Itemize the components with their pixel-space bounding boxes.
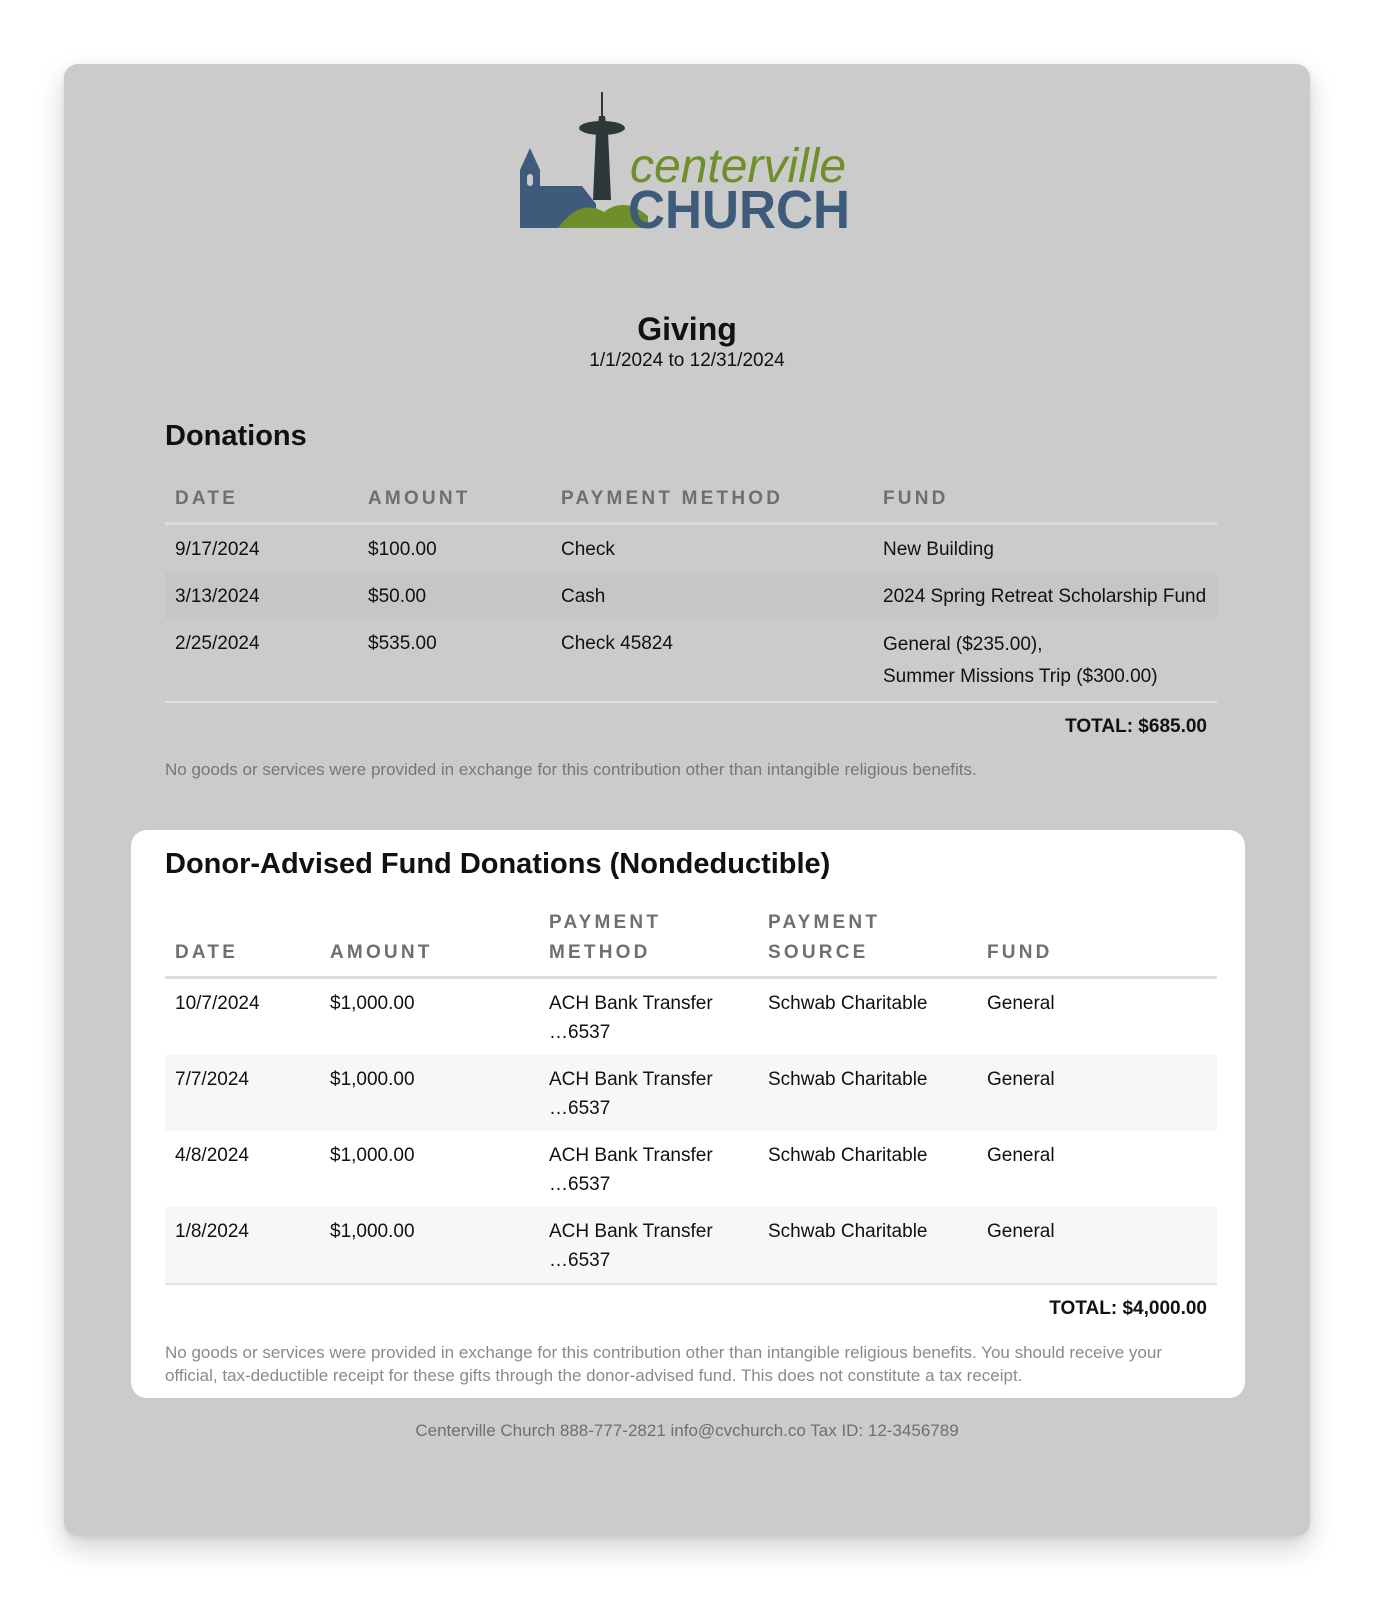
method-account: …6537 <box>549 1174 611 1195</box>
column-header-date: DATE <box>165 484 358 524</box>
column-header-payment-source: PAYMENT SOURCE <box>758 908 977 978</box>
cell-payment-method: Check <box>561 539 615 560</box>
donations-section <box>165 418 1217 781</box>
cell-amount: $535.00 <box>368 633 437 654</box>
method-text: ACH Bank Transfer <box>549 1221 713 1242</box>
method-account: …6537 <box>549 1098 611 1119</box>
daf-title: Donor-Advised Fund Donations (Nondeductible) <box>165 848 831 880</box>
cell-date: 2/25/2024 <box>175 633 260 654</box>
page-title: Giving <box>637 311 737 347</box>
logo-text-church: CHURCH <box>628 180 850 240</box>
method-text: ACH Bank Transfer <box>549 1145 713 1166</box>
cell-payment-method <box>539 1207 758 1284</box>
cell-amount: $1,000.00 <box>320 1055 539 1131</box>
column-header-amount: AMOUNT <box>320 908 539 978</box>
table-header-row <box>165 908 1217 978</box>
donations-title: Donations <box>165 420 307 452</box>
donations-total: TOTAL: $685.00 <box>1065 716 1207 737</box>
table-row <box>165 1055 1217 1131</box>
fund-text: 2024 Spring Retreat Scholarship Fund <box>883 586 1207 607</box>
cell-date: 10/7/2024 <box>175 993 260 1014</box>
cell-fund: General <box>977 1055 1217 1131</box>
column-header-payment-method: PAYMENT METHOD <box>551 484 873 524</box>
table-header-row <box>165 484 1217 524</box>
cell-fund <box>873 524 1217 573</box>
column-header-date: DATE <box>165 908 320 978</box>
cell-date: 4/8/2024 <box>175 1145 249 1166</box>
cell-fund <box>873 572 1217 619</box>
fund-text: General ($235.00), <box>883 634 1043 655</box>
daf-table <box>165 908 1217 1285</box>
fund-text-line2: Summer Missions Trip ($300.00) <box>883 666 1158 687</box>
table-row <box>165 1207 1217 1284</box>
cell-amount: $1,000.00 <box>330 1145 415 1166</box>
cell-payment-method: Check 45824 <box>561 633 673 654</box>
church-tower-logo-icon <box>520 92 860 242</box>
method-text: ACH Bank Transfer <box>549 1069 713 1090</box>
fund-text: New Building <box>883 539 994 560</box>
column-header-fund: FUND <box>873 484 1217 524</box>
column-header-amount: AMOUNT <box>358 484 551 524</box>
cell-amount: $1,000.00 <box>320 1207 539 1284</box>
column-header-payment-method: PAYMENT METHOD <box>539 908 758 978</box>
cell-date: 1/8/2024 <box>165 1207 320 1284</box>
method-account: …6537 <box>549 1022 611 1043</box>
cell-date: 9/17/2024 <box>175 539 260 560</box>
method-account: …6537 <box>549 1250 611 1271</box>
cell-amount: $100.00 <box>368 539 437 560</box>
cell-fund: General <box>987 993 1055 1014</box>
cell-fund: General <box>977 1207 1217 1284</box>
table-row <box>165 978 1217 1056</box>
statement-page <box>64 64 1310 1536</box>
church-logo <box>520 92 860 242</box>
table-row <box>165 572 1217 619</box>
cell-payment-method <box>539 978 758 1056</box>
column-header-fund: FUND <box>977 908 1217 978</box>
cell-amount: $1,000.00 <box>330 993 415 1014</box>
footer-contact: Centerville Church 888-777-2821 info@cvchurch.co Tax ID: 12-3456789 <box>415 1421 959 1440</box>
daf-disclaimer: No goods or services were provided in exchange for this contribution other than intangible religious benefits. You should receive your official, tax-deductible receipt for these gifts through the donor-advised fund. This does not constitute a tax receipt. <box>165 1343 1162 1385</box>
donations-disclaimer: No goods or services were provided in exchange for this contribution other than intangible religious benefits. <box>165 760 977 779</box>
cell-payment-method: Cash <box>551 572 873 619</box>
cell-payment-source: Schwab Charitable <box>768 993 928 1014</box>
cell-fund: General <box>987 1145 1055 1166</box>
logo-text-centerville: centerville <box>630 140 847 193</box>
daf-total: TOTAL: $4,000.00 <box>1049 1298 1207 1319</box>
method-text: ACH Bank Transfer <box>549 993 713 1014</box>
table-row <box>165 619 1217 702</box>
donations-table <box>165 484 1217 703</box>
cell-fund <box>873 619 1217 702</box>
cell-date: 3/13/2024 <box>165 572 358 619</box>
cell-amount: $50.00 <box>358 572 551 619</box>
cell-payment-method <box>539 1131 758 1207</box>
cell-date: 7/7/2024 <box>165 1055 320 1131</box>
table-row <box>165 524 1217 573</box>
cell-payment-source: Schwab Charitable <box>758 1207 977 1284</box>
table-row <box>165 1131 1217 1207</box>
date-range: 1/1/2024 to 12/31/2024 <box>589 350 785 371</box>
cell-payment-source: Schwab Charitable <box>768 1145 928 1166</box>
cell-payment-source: Schwab Charitable <box>758 1055 977 1131</box>
daf-section <box>131 830 1245 1398</box>
cell-payment-method <box>539 1055 758 1131</box>
statement-header <box>64 310 1310 372</box>
